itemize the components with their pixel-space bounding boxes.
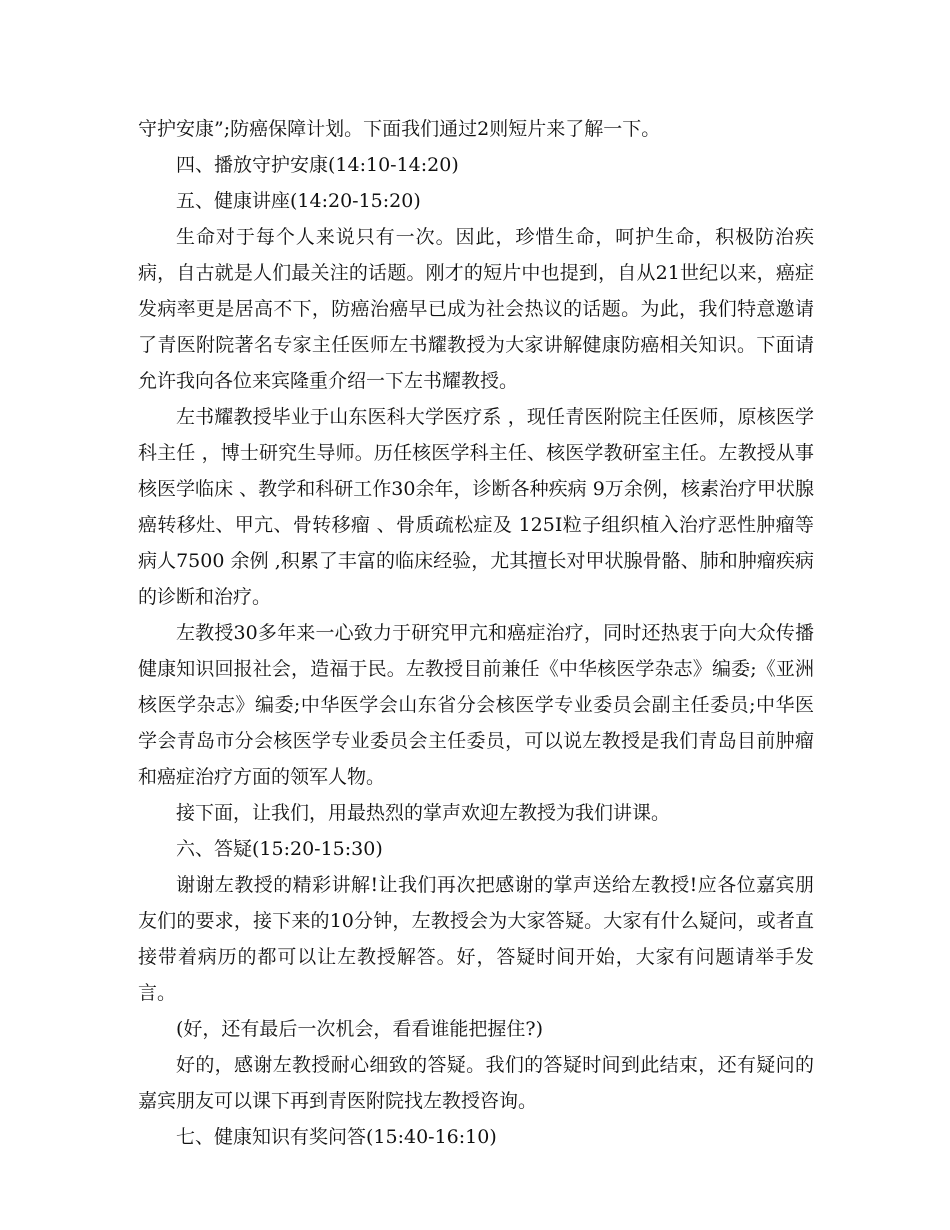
paragraph-lecture-intro: 生命对于每个人来说只有一次。因此，珍惜生命，呵护生命，积极防治疾病，自古就是人们最关注的话题。刚才的短片中也提到，自从21世纪以来，癌症发病率更是居高不下，防癌治癌早已成为社会热议的话题。为此，我们特意邀请了青医附院著名专家主任医师左书耀教授为大家讲解健康防癌相关知识。下面请允许我向各位来宾隆重介绍一下左书耀教授。: [138, 226, 814, 392]
section-heading-6: 六、答疑(15:20-15:30): [176, 838, 383, 860]
paragraph-professor-roles: 左教授30多年来一心致力于研究甲亢和癌症治疗，同时还热衷于向大众传播健康知识回报社会，造福于民。左教授目前兼任《中华核医学杂志》编委;《亚洲核医学杂志》编委;中华医学会山东省分会核医学专业委员会副主任委员;中华医学会青岛市分会核医学专业委员会主任委员，可以说左教授是我们青岛目前肿瘤和癌症治疗方面的领军人物。: [138, 622, 814, 788]
paragraph-professor-bio: 左书耀教授毕业于山东医科大学医疗系 ，现任青医附院主任医师，原核医学科主任 ，博士研究生导师。历任核医学科主任、核医学教研室主任。左教授从事核医学临床 、教学和科研工作30余年，诊断各种疾病 9万余例，核素治疗甲状腺癌转移灶、甲亢、骨转移瘤 、骨质疏松症及 125I粒子组织植入治疗恶性肿瘤等病人7500 余例 ,积累了丰富的临床经验，尤其擅长对甲状腺骨骼、肺和肿瘤疾病的诊断和治疗。: [138, 406, 814, 608]
section-heading-5: 五、健康讲座(14:20-15:20): [176, 190, 421, 212]
paragraph-continuation: 守护安康”;防癌保障计划。下面我们通过2则短片来了解一下。: [138, 118, 661, 140]
section-heading-4: 四、播放守护安康(14:10-14:20): [176, 154, 459, 176]
paragraph-welcome: 接下面，让我们，用最热烈的掌声欢迎左教授为我们讲课。: [176, 802, 671, 824]
document-body: [138, 111, 814, 1155]
section-heading-7: 七、健康知识有奖问答(15:40-16:10): [176, 1126, 497, 1148]
paragraph-qa-close: 好的，感谢左教授耐心细致的答疑。我们的答疑时间到此结束，还有疑问的嘉宾朋友可以课下再到青医附院找左教授咨询。: [138, 1054, 814, 1112]
paragraph-last-chance: (好，还有最后一次机会，看看谁能把握住?): [176, 1018, 544, 1040]
paragraph-qa-intro: 谢谢左教授的精彩讲解!让我们再次把感谢的掌声送给左教授!应各位嘉宾朋友们的要求，接下来的10分钟，左教授会为大家答疑。大家有什么疑问，或者直接带着病历的都可以让左教授解答。好，答疑时间开始，大家有问题请举手发言。: [138, 874, 814, 1004]
